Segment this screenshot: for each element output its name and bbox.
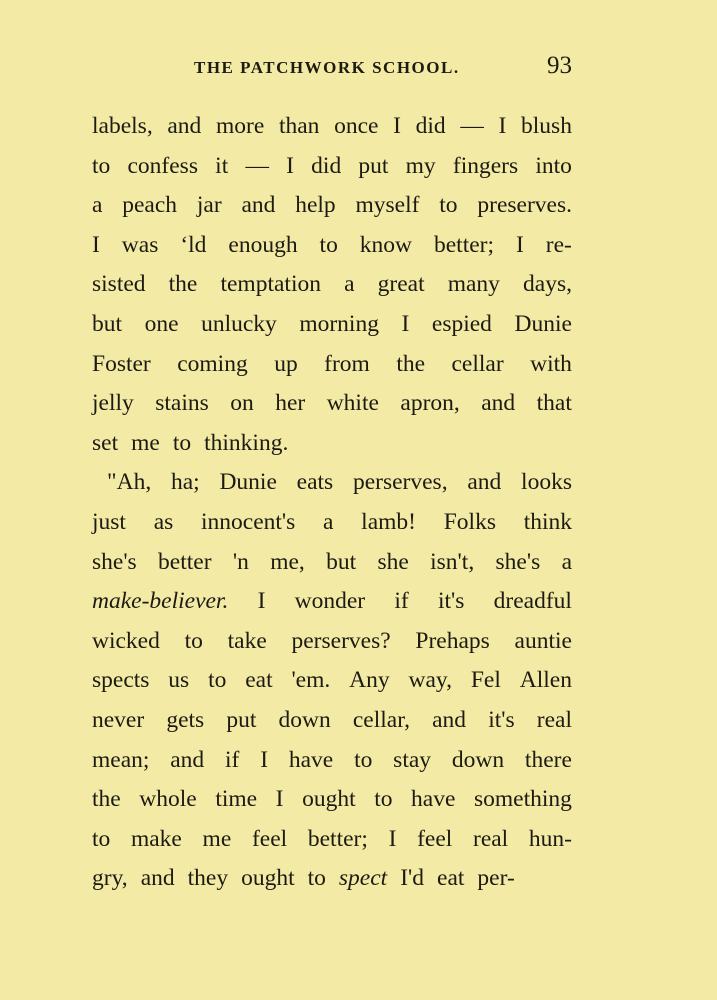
word: I [92,231,100,258]
word: down [451,746,505,773]
word: to [307,865,326,892]
word: from [324,350,370,377]
text-line [92,701,572,741]
word: it's [437,588,465,615]
word: something [474,786,572,813]
word: spects [92,667,150,694]
word: — [460,113,484,139]
word: looks [521,469,572,496]
word: make-believer. [92,588,229,615]
word: I [393,113,401,139]
word: my [405,152,436,179]
word: isn't, [430,548,475,575]
text-line [92,186,572,226]
word: spect [338,865,388,892]
word: lamb! [361,508,416,535]
word: the [168,271,198,298]
word: fingers [452,152,519,179]
text-line [92,622,572,662]
word: me [131,429,160,456]
word: per- [477,865,515,892]
word: a [323,508,334,535]
text-line [92,345,572,385]
word: auntie [514,627,572,654]
word: espied [431,310,492,337]
word: on [230,390,254,417]
word: perserves, [352,469,448,496]
word: it's [488,706,515,733]
word: myself [355,192,420,219]
word: confess [127,152,198,179]
word: peach [122,192,178,219]
word: eats [296,469,334,496]
word: re- [545,231,572,258]
word: one [144,310,179,337]
word: us [168,667,190,694]
word: to [92,152,111,179]
word: but [326,548,357,575]
word: dreadful [493,588,572,615]
word: the [396,350,426,377]
word: a [344,271,355,298]
text-line [92,305,572,345]
word: and [467,469,502,496]
word: gets [166,706,205,733]
word: put [226,706,257,733]
word: to [374,786,393,813]
word: thinking. [204,429,289,456]
word: better; [307,825,368,852]
text-line [92,543,572,583]
text-line [92,820,572,860]
word: 'em. [291,667,331,694]
word: know [359,231,413,258]
word: and [140,865,175,892]
word: feel [417,825,453,852]
word: cellar [451,350,504,377]
word: — [245,152,269,179]
word: eat [245,667,273,694]
word: and [241,192,276,219]
word: jelly [92,390,134,417]
word: ought [241,865,295,892]
word: her [275,390,306,417]
word: I'd [400,865,425,892]
word: as [153,508,174,535]
word: jar [196,192,222,219]
word: ha; [170,469,200,496]
word: it [215,152,229,179]
word: better; [434,231,495,258]
word: to [92,825,111,852]
word: to [354,746,373,773]
word: I [401,310,410,337]
word: have [411,786,456,813]
word: she's [495,548,541,575]
word: gry, [92,865,128,892]
word: more [215,113,265,139]
text-line [92,661,572,701]
word: I [498,113,507,139]
word: to [208,667,227,694]
word: me, [270,548,305,575]
word: preserves. [477,192,572,219]
word: just [92,508,126,535]
word: Dunie [219,469,277,496]
word: stains [155,390,209,417]
word: did [311,152,342,179]
word: a [561,548,572,575]
word: "Ah, [107,469,152,496]
word: mean; [92,746,150,773]
word: better [158,548,212,575]
word: eat [437,865,465,892]
word: Fel [470,667,501,694]
text-line [92,463,572,503]
word: and [170,746,205,773]
word: apron, [400,390,460,417]
text-line [92,780,572,820]
word: with [530,350,572,377]
word: set [92,429,119,456]
word: blush [521,113,572,139]
word: Folks [443,508,496,535]
word: Prehaps [415,627,490,654]
word: but [92,310,123,337]
word: down [278,706,331,733]
word: whole [139,786,197,813]
word: than [278,113,320,139]
word: and [481,390,516,417]
word: they [187,865,229,892]
word: enough [228,231,298,258]
word: white [326,390,379,417]
word: make [130,825,182,852]
word: a [92,192,103,219]
running-head: THE PATCHWORK SCHOOL. [194,58,460,77]
word: if [225,746,240,773]
word: stay [393,746,432,773]
word: to [172,429,192,456]
text-line [92,741,572,781]
word: labels, [92,113,153,139]
word: hun- [528,825,572,852]
word: up [274,350,298,377]
word: temptation [220,271,321,298]
word: the [92,786,121,813]
word: I [388,825,397,852]
text-line [92,424,572,464]
word: Dunie [514,310,572,337]
word: wicked [92,627,160,654]
text-line [92,384,572,424]
word: innocent's [200,508,296,535]
word: never [92,706,145,733]
word: ought [302,786,356,813]
word: great [377,271,425,298]
word: time [215,786,258,813]
word: did [415,113,446,139]
text-line [92,859,572,899]
word: that [536,390,572,417]
word: real [473,825,509,852]
word: put [358,152,389,179]
word: help [295,192,336,219]
word: to [184,627,203,654]
word: I [516,231,524,258]
word: take [227,627,267,654]
page-number: 93 [547,52,572,79]
word: and [432,706,467,733]
text-line [92,147,572,187]
text-line [92,503,572,543]
word: real [536,706,572,733]
word: feel [251,825,288,852]
word: was [121,231,159,258]
word: to [319,231,338,258]
word: into [535,152,572,179]
word: ʻld [180,231,207,258]
text-line [92,265,572,305]
word: cellar, [352,706,410,733]
word: I [275,786,284,813]
word: she [377,548,409,575]
word: Any [349,667,390,694]
word: coming [177,350,248,377]
word: I [257,588,266,615]
word: if [394,588,409,615]
text-line [92,107,572,147]
word: way, [408,667,452,694]
word: Foster [92,350,151,377]
page-header [92,52,572,86]
text-line [92,582,572,622]
word: 'n [232,548,249,575]
word: days, [523,271,572,298]
word: perserves? [291,627,391,654]
text-line [92,226,572,266]
body-text [92,107,572,899]
word: many [447,271,500,298]
word: unlucky [201,310,277,337]
word: morning [299,310,379,337]
word: wonder [294,588,366,615]
word: have [288,746,334,773]
word: Allen [519,667,572,694]
word: I [260,746,269,773]
word: there [524,746,572,773]
word: to [439,192,458,219]
word: think [523,508,572,535]
word: she's [92,548,137,575]
word: me [202,825,232,852]
word: sisted [92,271,146,298]
word: once [334,113,379,139]
word: I [286,152,294,179]
word: and [167,113,202,139]
